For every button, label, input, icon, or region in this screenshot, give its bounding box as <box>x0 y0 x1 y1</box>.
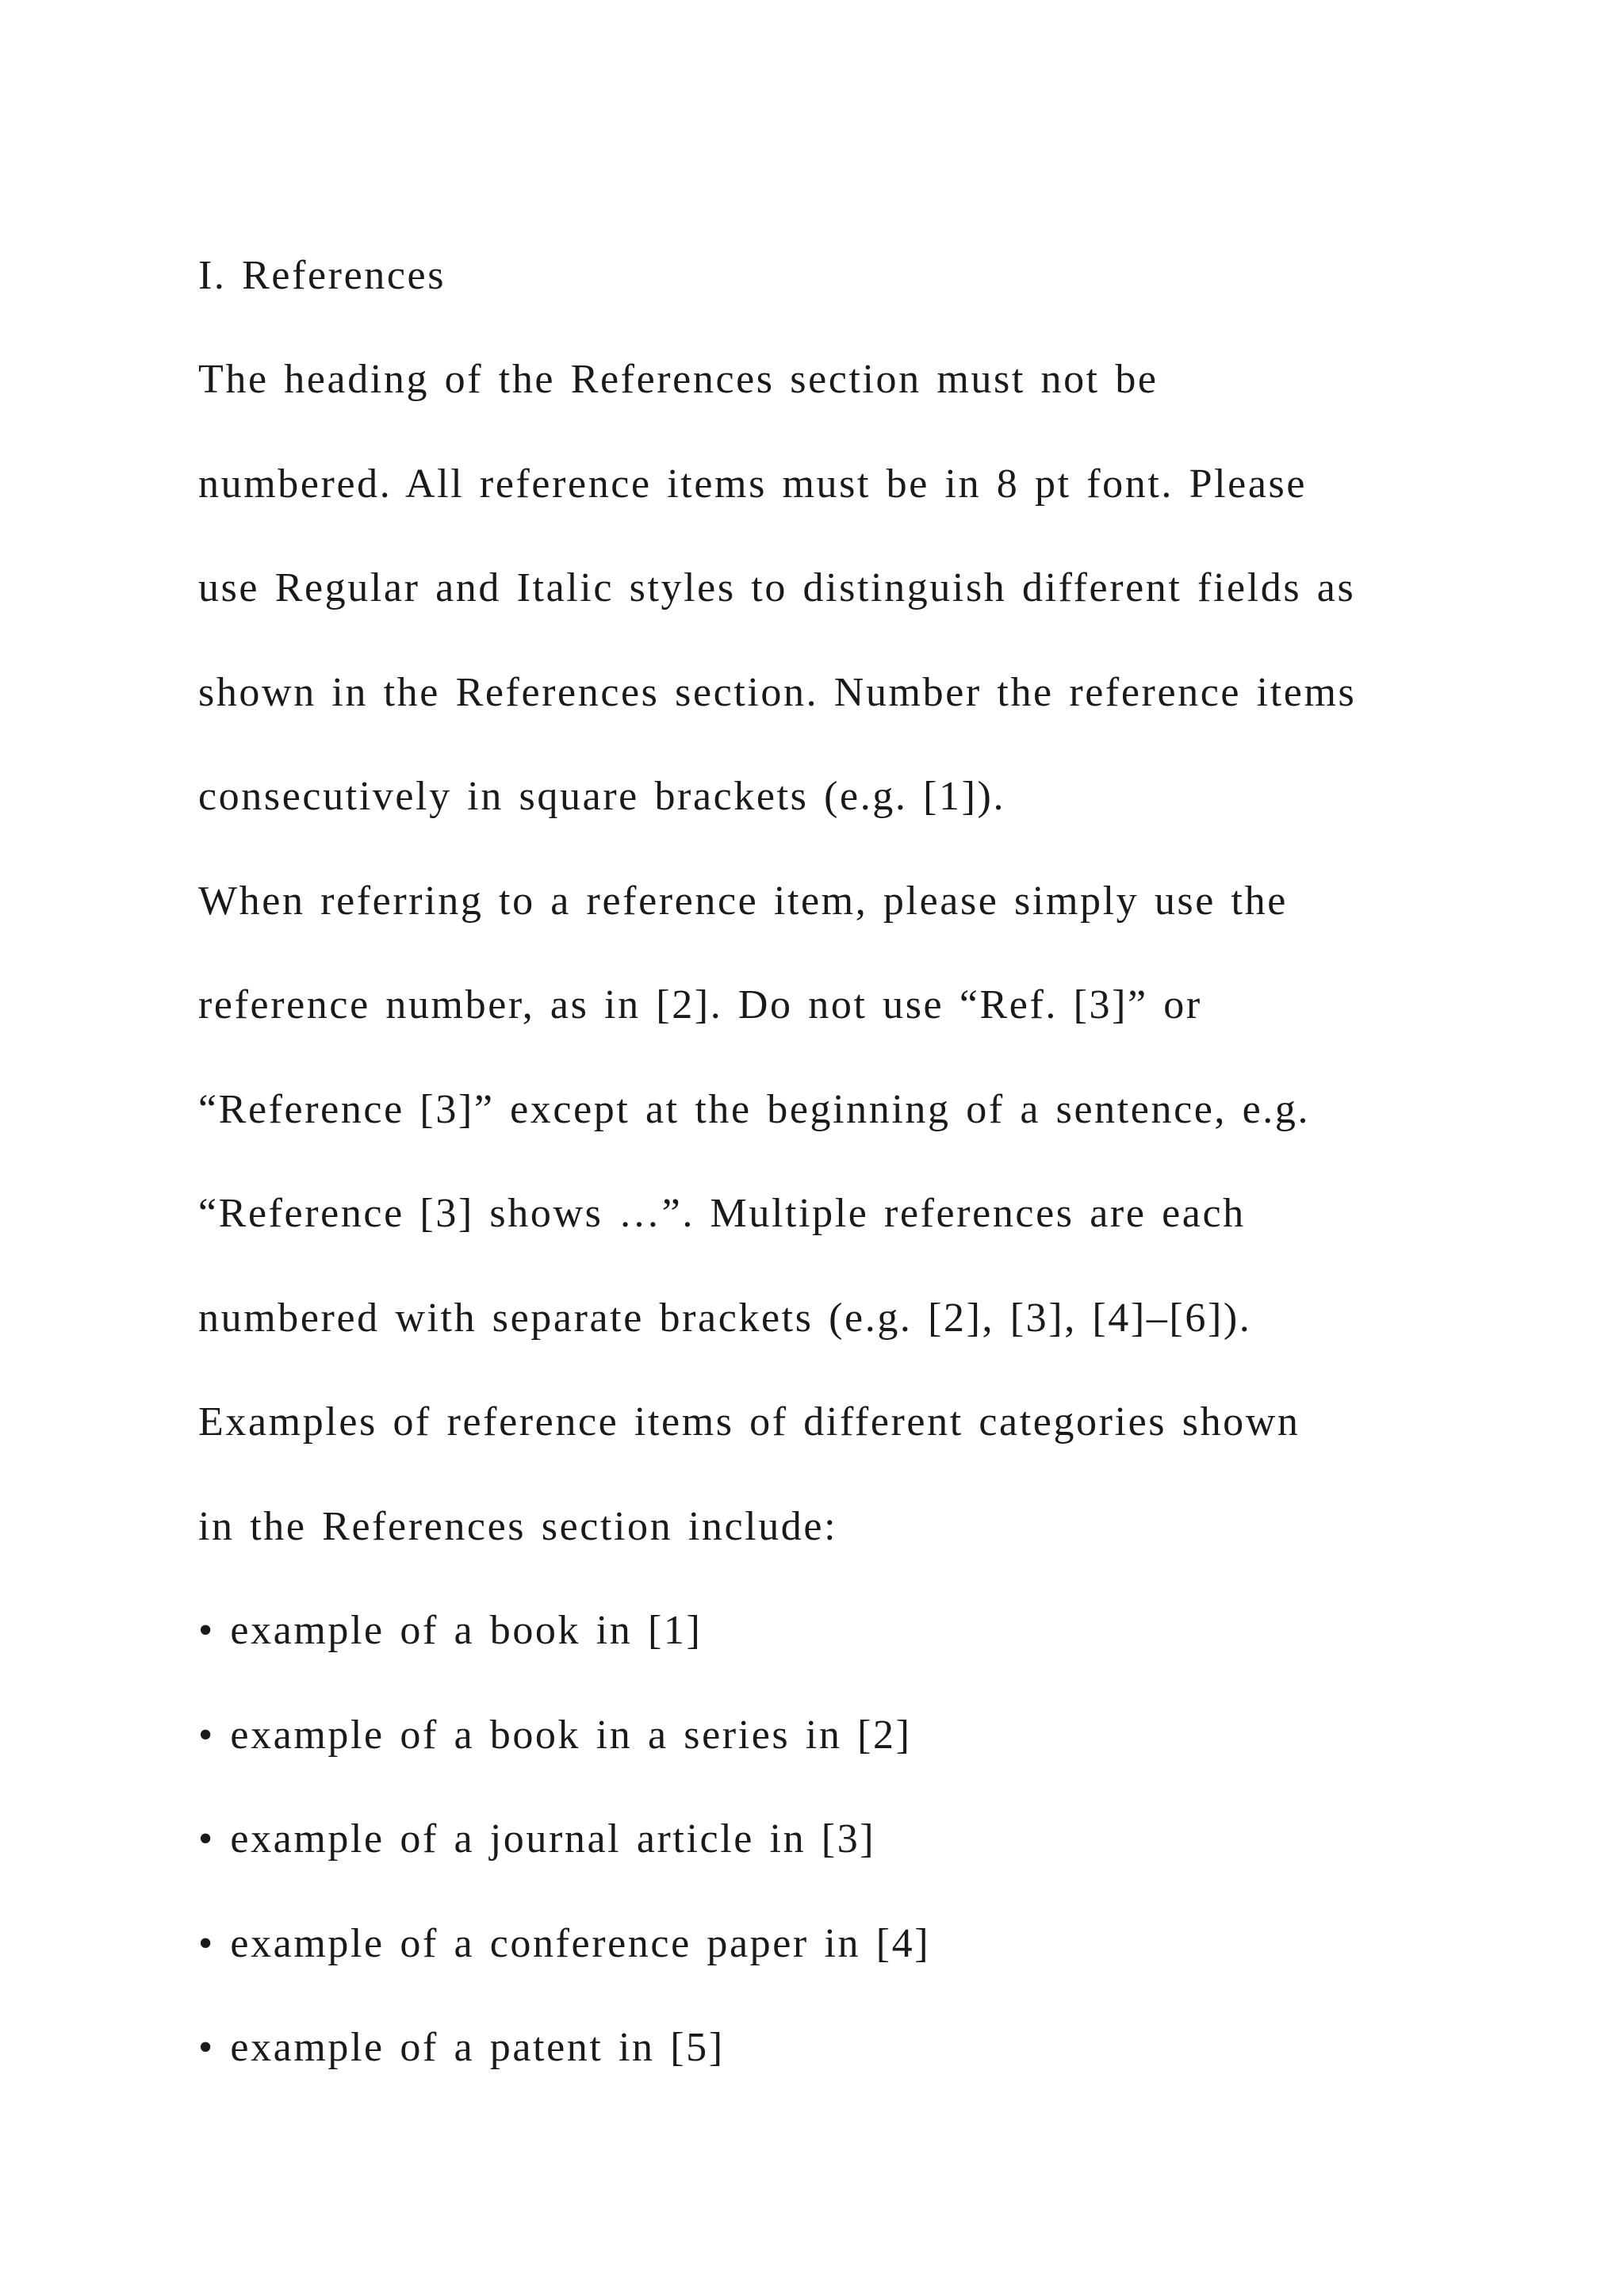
bullet-item: • example of a conference paper in [4] <box>198 1921 931 1966</box>
bullet-item: • example of a book in a series in [2] <box>198 1712 912 1758</box>
paragraph-line: in the References section include: <box>198 1504 838 1549</box>
paragraph-line: numbered. All reference items must be in 8 pt font. Please <box>198 461 1308 507</box>
bullet-item: • example of a patent in [5] <box>198 2025 725 2070</box>
bullet-item: • example of a book in [1] <box>198 1608 703 1653</box>
paragraph-line: reference number, as in [2]. Do not use “Ref. [3]” or <box>198 982 1202 1027</box>
paragraph-line: “Reference [3]” except at the beginning of a sentence, e.g. <box>198 1087 1311 1132</box>
paragraph-line: “Reference [3] shows …”. Multiple references are each <box>198 1191 1246 1236</box>
paragraph-line: use Regular and Italic styles to distinguish different fields as <box>198 565 1356 610</box>
bullet-item: • example of a journal article in [3] <box>198 1816 876 1862</box>
section-heading: I. References <box>198 253 446 298</box>
paragraph-line: consecutively in square brackets (e.g. [1]). <box>198 774 1006 819</box>
paragraph-line: numbered with separate brackets (e.g. [2], [3], [4]–[6]). <box>198 1295 1252 1341</box>
paragraph-line: The heading of the References section must not be <box>198 357 1159 402</box>
paragraph-line: shown in the References section. Number the reference items <box>198 670 1357 715</box>
paragraph-line: Examples of reference items of different categories shown <box>198 1399 1300 1445</box>
paragraph-line: When referring to a reference item, please simply use the <box>198 878 1288 924</box>
